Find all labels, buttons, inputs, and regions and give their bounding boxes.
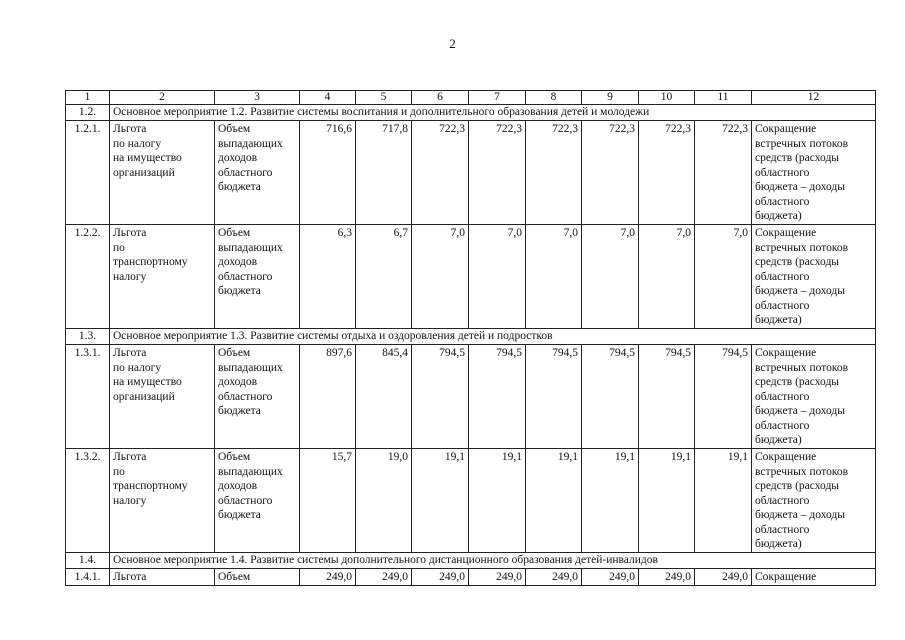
value-cell: 19,1	[695, 449, 752, 553]
value-cell: 794,5	[695, 345, 752, 449]
section-title: Основное мероприятие 1.2. Развитие системы воспитания и дополнительного образования детей и молодежи	[110, 105, 876, 121]
value-cell: 722,3	[412, 121, 469, 225]
item-result-line: областного	[755, 419, 810, 432]
item-name-line: Льгота	[113, 451, 147, 463]
value-cell: 722,3	[469, 121, 526, 225]
section-code: 1.4.	[66, 553, 110, 569]
value-cell: 19,1	[412, 449, 469, 553]
item-indicator-line: бюджета	[218, 285, 261, 297]
item-name-line: по налогу	[113, 137, 162, 150]
table-row	[66, 449, 876, 553]
item-result-line: областного	[755, 270, 810, 283]
section-title: Основное мероприятие 1.4. Развитие системы дополнительного дистанционного образования детей-инвалидов	[110, 553, 876, 569]
item-result-line: областного	[755, 494, 810, 507]
item-indicator-line: доходов	[218, 256, 258, 268]
item-indicator-line: областного	[218, 494, 273, 507]
column-header: 3	[215, 91, 300, 105]
item-result-line: бюджета – доходы	[755, 285, 846, 297]
item-result-line: встречных потоков	[755, 361, 849, 374]
item-result	[752, 121, 876, 225]
value-cell: 7,0	[412, 225, 469, 329]
item-result-line: Сокращение	[755, 227, 817, 239]
item-result-line: областного	[755, 299, 810, 312]
value-cell: 19,1	[639, 449, 695, 553]
value-cell: 19,1	[469, 449, 526, 553]
item-result-line: встречных потоков	[755, 465, 849, 478]
item-name-line: организаций	[113, 166, 175, 179]
item-indicator-line: областного	[218, 390, 273, 403]
item-result-line: средств (расходы	[755, 152, 840, 164]
item-code: 1.2.2.	[66, 225, 110, 329]
value-cell: 6,3	[300, 225, 356, 329]
item-name-line: налогу	[113, 494, 147, 507]
item-indicator-line: выпадающих	[218, 361, 283, 374]
column-header: 12	[752, 91, 876, 105]
item-name-line: Льгота	[113, 571, 147, 583]
item-code: 1.4.1.	[66, 569, 110, 586]
item-indicator-line: доходов	[218, 480, 258, 492]
item-name-line: на имущество	[113, 376, 182, 388]
item-name-line: по	[113, 241, 125, 254]
column-header: 5	[356, 91, 412, 105]
item-code: 1.3.1.	[66, 345, 110, 449]
value-cell: 249,0	[356, 569, 412, 586]
value-cell: 6,7	[356, 225, 412, 329]
value-cell: 249,0	[526, 569, 582, 586]
value-cell: 7,0	[582, 225, 639, 329]
value-cell: 722,3	[526, 121, 582, 225]
item-name-line: Льгота	[113, 123, 147, 135]
item-indicator-line: Объем	[218, 571, 251, 583]
column-header: 9	[582, 91, 639, 105]
item-code: 1.2.1.	[66, 121, 110, 225]
item-indicator-line: бюджета	[218, 405, 261, 417]
item-result-line: средств (расходы	[755, 376, 840, 388]
item-result-line: бюджета)	[755, 314, 802, 326]
item-name-line: организаций	[113, 390, 175, 403]
table-row	[66, 121, 876, 225]
value-cell: 794,5	[412, 345, 469, 449]
column-header: 11	[695, 91, 752, 105]
value-cell: 845,4	[356, 345, 412, 449]
value-cell: 19,0	[356, 449, 412, 553]
item-indicator	[215, 449, 300, 553]
item-result-line: Сокращение	[755, 451, 817, 463]
item-indicator	[215, 569, 300, 586]
item-result	[752, 449, 876, 553]
value-cell: 722,3	[695, 121, 752, 225]
value-cell: 249,0	[469, 569, 526, 586]
value-cell: 794,5	[469, 345, 526, 449]
value-cell: 249,0	[300, 569, 356, 586]
column-header: 10	[639, 91, 695, 105]
item-indicator	[215, 121, 300, 225]
item-result-line: Сокращение	[755, 347, 817, 359]
item-indicator-line: бюджета	[218, 509, 261, 521]
column-header: 6	[412, 91, 469, 105]
item-name	[110, 121, 215, 225]
item-indicator-line: областного	[218, 270, 273, 283]
value-cell: 794,5	[639, 345, 695, 449]
item-indicator-line: Объем	[218, 451, 251, 463]
item-name	[110, 449, 215, 553]
value-cell: 249,0	[639, 569, 695, 586]
item-indicator-line: Объем	[218, 347, 251, 359]
item-indicator-line: доходов	[218, 376, 258, 388]
value-cell: 19,1	[526, 449, 582, 553]
item-name-line: по	[113, 465, 125, 478]
item-result-line: областного	[755, 166, 810, 179]
item-result-line: областного	[755, 523, 810, 536]
item-name-line: на имущество	[113, 152, 182, 164]
item-result-line: бюджета – доходы	[755, 181, 846, 193]
value-cell: 722,3	[639, 121, 695, 225]
section-row	[66, 105, 876, 121]
column-header: 7	[469, 91, 526, 105]
item-result-line: бюджета)	[755, 210, 802, 222]
value-cell: 7,0	[695, 225, 752, 329]
item-result-line: Сокращение	[755, 571, 817, 583]
value-cell: 15,7	[300, 449, 356, 553]
section-row	[66, 329, 876, 345]
item-result-line: встречных потоков	[755, 137, 849, 150]
item-result-line: бюджета)	[755, 434, 802, 446]
item-indicator-line: выпадающих	[218, 465, 283, 478]
value-cell: 249,0	[695, 569, 752, 586]
value-cell: 7,0	[526, 225, 582, 329]
column-header: 1	[66, 91, 110, 105]
item-indicator-line: доходов	[218, 152, 258, 164]
section-code: 1.3.	[66, 329, 110, 345]
value-cell: 249,0	[412, 569, 469, 586]
item-indicator-line: выпадающих	[218, 241, 283, 254]
item-indicator-line: областного	[218, 166, 273, 179]
column-header: 4	[300, 91, 356, 105]
item-result	[752, 225, 876, 329]
item-name-line: Льгота	[113, 227, 147, 239]
item-result-line: средств (расходы	[755, 256, 840, 268]
value-cell: 717,8	[356, 121, 412, 225]
item-indicator-line: выпадающих	[218, 137, 283, 150]
item-result-line: встречных потоков	[755, 241, 849, 254]
section-row	[66, 553, 876, 569]
item-indicator-line: бюджета	[218, 181, 261, 193]
item-result-line: Сокращение	[755, 123, 817, 135]
item-indicator	[215, 345, 300, 449]
header-row	[66, 91, 876, 105]
item-name-line: транспортному	[113, 256, 188, 268]
column-header: 8	[526, 91, 582, 105]
item-code: 1.3.2.	[66, 449, 110, 553]
item-name-line: по налогу	[113, 361, 162, 374]
value-cell: 7,0	[469, 225, 526, 329]
value-cell: 716,6	[300, 121, 356, 225]
column-header: 2	[110, 91, 215, 105]
item-name-line: Льгота	[113, 347, 147, 359]
value-cell: 794,5	[526, 345, 582, 449]
value-cell: 897,6	[300, 345, 356, 449]
item-indicator-line: Объем	[218, 227, 251, 239]
item-name	[110, 569, 215, 586]
item-name-line: транспортному	[113, 480, 188, 492]
value-cell: 19,1	[582, 449, 639, 553]
table-row	[66, 345, 876, 449]
item-result	[752, 345, 876, 449]
item-indicator-line: Объем	[218, 123, 251, 135]
value-cell: 7,0	[639, 225, 695, 329]
table-row	[66, 225, 876, 329]
item-result-line: бюджета – доходы	[755, 405, 846, 417]
budget-table	[65, 90, 876, 586]
page-number: 2	[449, 36, 456, 51]
item-result-line: бюджета)	[755, 538, 802, 550]
item-result-line: областного	[755, 195, 810, 208]
item-result	[752, 569, 876, 586]
item-result-line: областного	[755, 390, 810, 403]
section-code: 1.2.	[66, 105, 110, 121]
item-name-line: налогу	[113, 270, 147, 283]
item-name	[110, 345, 215, 449]
item-result-line: бюджета – доходы	[755, 509, 846, 521]
value-cell: 722,3	[582, 121, 639, 225]
item-indicator	[215, 225, 300, 329]
item-name	[110, 225, 215, 329]
table-row	[66, 569, 876, 586]
section-title: Основное мероприятие 1.3. Развитие системы отдыха и оздоровления детей и подростков	[110, 329, 876, 345]
item-result-line: средств (расходы	[755, 480, 840, 492]
value-cell: 794,5	[582, 345, 639, 449]
value-cell: 249,0	[582, 569, 639, 586]
